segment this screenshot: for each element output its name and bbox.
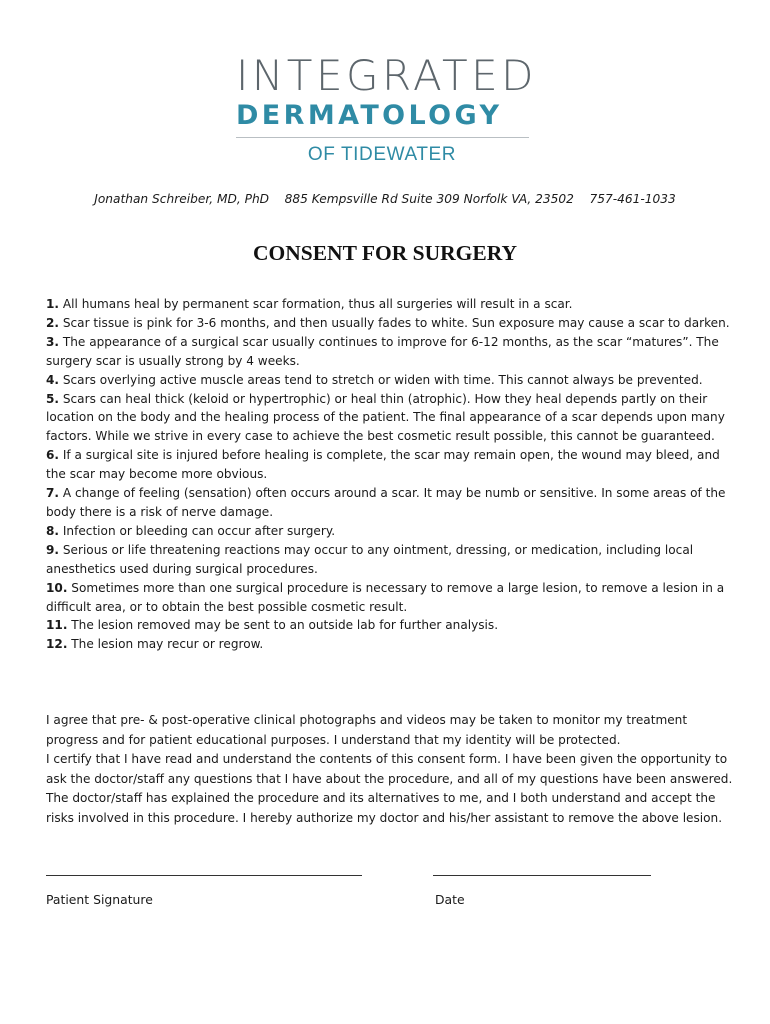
- consent-statement: [46, 711, 736, 829]
- doctor-name: Jonathan Schreiber, MD, PhD: [94, 192, 270, 206]
- logo-tidewater-text: OF TIDEWATER: [307, 144, 457, 165]
- consent-clause: [46, 616, 736, 635]
- clause-number: 10.: [46, 580, 68, 595]
- practice-logo: [236, 51, 538, 166]
- consent-clause: [46, 541, 736, 579]
- clause-number: 12.: [46, 637, 68, 652]
- logo-dermatology-text: DERMATOLOGY: [236, 100, 503, 131]
- clause-number: 5.: [46, 391, 60, 406]
- clause-text: Serious or life threatening reactions may occur to any ointment, dressing, or medication, including local anesthetics used during surgical procedures.: [46, 542, 694, 576]
- consent-clause: [46, 295, 736, 314]
- clause-number: 6.: [46, 448, 60, 463]
- consent-clause: [46, 522, 736, 541]
- consent-clause: [46, 390, 736, 447]
- practice-phone: 757-461-1033: [589, 192, 676, 206]
- clause-number: 11.: [46, 618, 68, 633]
- clause-text: A change of feeling (sensation) often occurs around a scar. It may be numb or sensitive. In some areas of the body there is a risk of nerve damage.: [46, 486, 726, 519]
- clause-number: 2.: [46, 315, 60, 330]
- clause-text: Scars overlying active muscle areas tend to stretch or widen with time. This cannot always be prevented.: [59, 372, 703, 387]
- logo-integrated-text: INTEGRATED: [236, 51, 538, 100]
- patient-signature-label: Patient Signature: [46, 892, 153, 907]
- consent-clause: [46, 635, 736, 654]
- consent-clause: [46, 446, 736, 484]
- consent-clauses: [46, 295, 736, 654]
- patient-signature-line[interactable]: [46, 875, 362, 876]
- date-signature-line[interactable]: [433, 875, 651, 876]
- consent-clause: [46, 333, 736, 371]
- photo-consent-paragraph: I agree that pre- & post-operative clinical photographs and videos may be taken to monitor my treatment progress and for patient educational purposes. I understand that my identity will be protected.: [46, 713, 688, 747]
- clause-text: Scar tissue is pink for 3-6 months, and then usually fades to white. Sun exposure may cause a scar to darken.: [59, 315, 730, 330]
- practice-address: 885 Kempsville Rd Suite 309 Norfolk VA, 23502: [284, 192, 574, 206]
- certification-paragraph: I certify that I have read and understand the contents of this consent form. I have been given the opportunity to ask the doctor/staff any questions that I have about the procedure, and all of my questions have been answered. The doctor/staff has explained the procedure and its alternatives to me, and I both understand and accept the risks involved in this procedure. I hereby authorize my doctor and his/her assistant to remove the above lesion.: [46, 752, 733, 825]
- clause-number: 3.: [46, 334, 60, 349]
- clause-text: All humans heal by permanent scar formation, thus all surgeries will result in a scar.: [59, 297, 573, 311]
- clause-number: 1.: [46, 297, 60, 311]
- document-title: CONSENT FOR SURGERY: [252, 241, 518, 265]
- consent-clause: [46, 484, 736, 522]
- clause-text: The lesion removed may be sent to an outside lab for further analysis.: [67, 618, 499, 633]
- contact-line: [0, 192, 770, 206]
- clause-text: The appearance of a surgical scar usually continues to improve for 6-12 months, as the scar “matures”. The surgery scar is usually strong by 4 weeks.: [46, 334, 719, 368]
- date-label: Date: [435, 892, 465, 907]
- clause-text: The lesion may recur or regrow.: [67, 637, 264, 652]
- clause-number: 4.: [46, 372, 60, 387]
- consent-clause: [46, 314, 736, 333]
- clause-text: Sometimes more than one surgical procedure is necessary to remove a large lesion, to remove a lesion in a difficult area, or to obtain the best possible cosmetic result.: [46, 580, 725, 614]
- clause-text: If a surgical site is injured before healing is complete, the scar may remain open, the wound may bleed, and the scar may become more obvious.: [46, 448, 720, 482]
- clause-text: Scars can heal thick (keloid or hypertrophic) or heal thin (atrophic). How they heal depends partly on their location on the body and the healing process of the patient. The final appearance of a scar depends upon many factors. While we strive in every case to achieve the best cosmetic result possible, this cannot be guaranteed.: [46, 391, 725, 444]
- clause-number: 8.: [46, 523, 60, 538]
- logo-divider: [236, 137, 529, 138]
- clause-number: 7.: [46, 486, 60, 501]
- clause-text: Infection or bleeding can occur after surgery.: [59, 523, 336, 538]
- clause-number: 9.: [46, 542, 60, 557]
- consent-clause: [46, 579, 736, 617]
- consent-clause: [46, 371, 736, 390]
